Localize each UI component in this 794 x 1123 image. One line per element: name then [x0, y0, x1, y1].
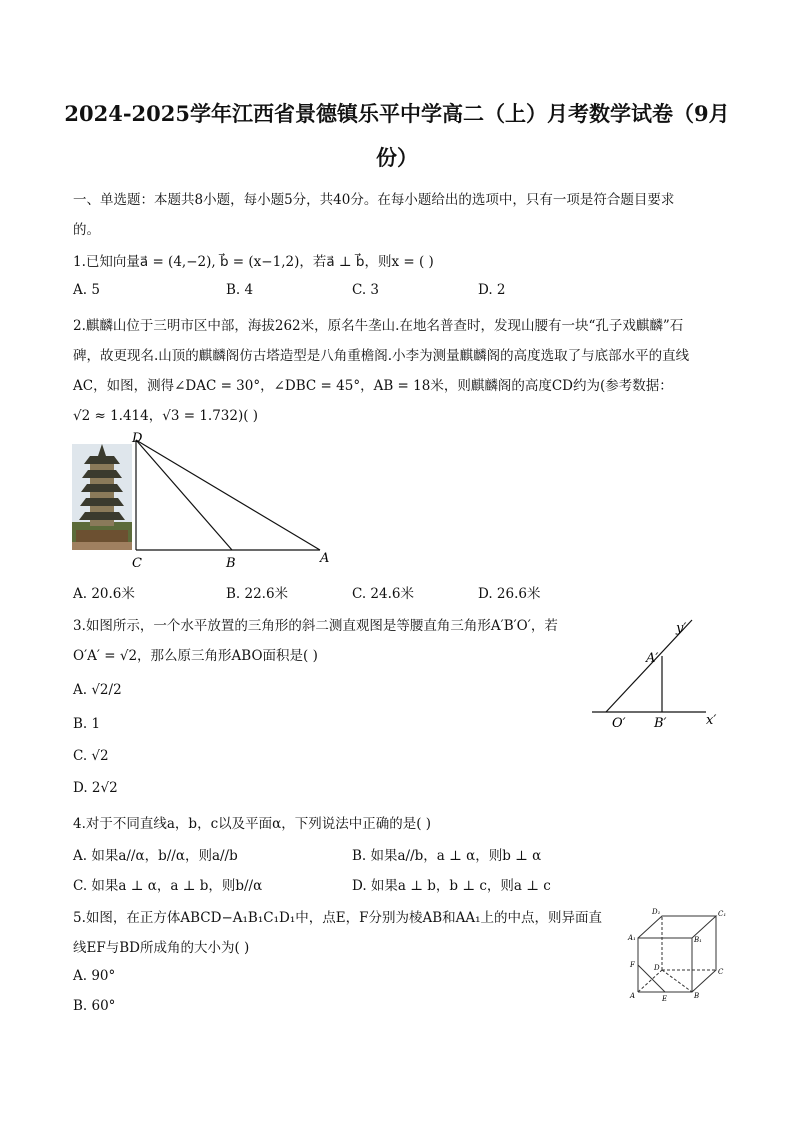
cube-diagram [624, 904, 728, 1006]
question-1-option-b: B. 4 [226, 282, 254, 298]
question-2-option-d: D. 26.6米 [478, 586, 541, 602]
oblique-triangle-diagram [588, 612, 728, 736]
label-y-prime: y′ [676, 621, 687, 636]
question-2-option-a: A. 20.6米 [73, 586, 135, 602]
question-3-option-b: B. 1 [73, 716, 101, 732]
title-line-2: 份） [376, 145, 418, 170]
question-3-figure [588, 612, 728, 736]
question-4-option-b: B. 如果a//b，a ⊥ α，则b ⊥ α [352, 848, 542, 864]
question-5-figure [624, 904, 728, 1006]
question-3-line-2: O′A′ = √2，那么原三角形ABO面积是( ) [73, 648, 318, 664]
title-line-1: 2024-2025学年江西省景德镇乐平中学高二（上）月考数学试卷（9月 [64, 101, 730, 126]
question-1-option-d: D. 2 [478, 282, 506, 298]
label-a1: A₁ [628, 934, 636, 942]
question-2-option-b: B. 22.6米 [226, 586, 289, 602]
question-3-line-1: 3.如图所示，一个水平放置的三角形的斜二测直观图是等腰直角三角形A′B′O′，若 [73, 618, 558, 634]
question-5-line-2: 线EF与BD所成角的大小为( ) [73, 940, 250, 956]
question-2-line-3: AC，如图，测得∠DAC = 30°，∠DBC = 45°，AB = 18米，则麒麟阁的高度CD约为(参考数据： [73, 378, 673, 394]
label-c: C [718, 968, 724, 976]
label-b: B [226, 556, 236, 570]
question-5-option-b: B. 60° [73, 998, 116, 1014]
question-1-stem: 1.已知向量a⃗ = (4,−2), b⃗ = (x−1,2)，若a⃗ ⊥ b⃗，则x = ( ) [73, 254, 434, 270]
section-heading-line-1: 一、单选题：本题共8小题，每小题5分，共40分。在每小题给出的选项中，只有一项是符合题目要求 [73, 192, 675, 208]
label-b1: B₁ [694, 936, 702, 944]
section-heading-line-2: 的。 [73, 222, 100, 238]
tower-photo [72, 444, 132, 550]
question-2-line-1: 2.麒麟山位于三明市区中部，海拔262米，原名牛垄山.在地名普查时，发现山腰有一块“孔子戏麒麟”石 [73, 318, 684, 334]
label-a: A [630, 992, 636, 1000]
question-2-line-4: √2 ≈ 1.414，√3 = 1.732)( ) [73, 408, 259, 424]
label-c: C [132, 556, 142, 570]
label-a-prime: A′ [646, 651, 659, 666]
question-4-stem: 4.对于不同直线a，b，c以及平面α，下列说法中正确的是( ) [73, 816, 432, 832]
question-1-option-a: A. 5 [73, 282, 100, 298]
label-x-prime: x′ [706, 713, 717, 728]
label-c1: C₁ [718, 910, 727, 918]
question-3-option-d: D. 2√2 [73, 780, 118, 796]
label-b-prime: B′ [654, 716, 667, 731]
question-2-option-c: C. 24.6米 [352, 586, 414, 602]
tower-triangle-diagram [70, 430, 340, 570]
label-b: B [694, 992, 700, 1000]
label-d: D [654, 964, 660, 972]
question-5-line-1: 5.如图，在正方体ABCD−A₁B₁C₁D₁中，点E，F分别为棱AB和AA₁上的中点，则异面直 [73, 910, 603, 926]
question-1-option-c: C. 3 [352, 282, 380, 298]
question-3-option-a: A. √2/2 [73, 682, 122, 698]
label-a: A [320, 551, 330, 566]
question-5-option-a: A. 90° [73, 968, 116, 984]
label-e: E [662, 995, 668, 1003]
label-f: F [630, 961, 635, 969]
label-o-prime: O′ [612, 716, 626, 731]
label-d1: D₁ [652, 908, 661, 916]
question-4-option-d: D. 如果a ⊥ b，b ⊥ c，则a ⊥ c [352, 878, 551, 894]
question-3-option-c: C. √2 [73, 748, 109, 764]
question-2-figure [70, 430, 340, 570]
exam-title [60, 92, 734, 180]
question-2-line-2: 碑，故更现名.山顶的麒麟阁仿古塔造型是八角重檐阁.小李为测量麒麟阁的高度选取了与底部水平的直线 [73, 348, 690, 364]
label-d: D [132, 431, 143, 446]
question-4-option-c: C. 如果a ⊥ α，a ⊥ b，则b//α [73, 878, 263, 894]
question-4-option-a: A. 如果a//α，b//α，则a//b [73, 848, 238, 864]
